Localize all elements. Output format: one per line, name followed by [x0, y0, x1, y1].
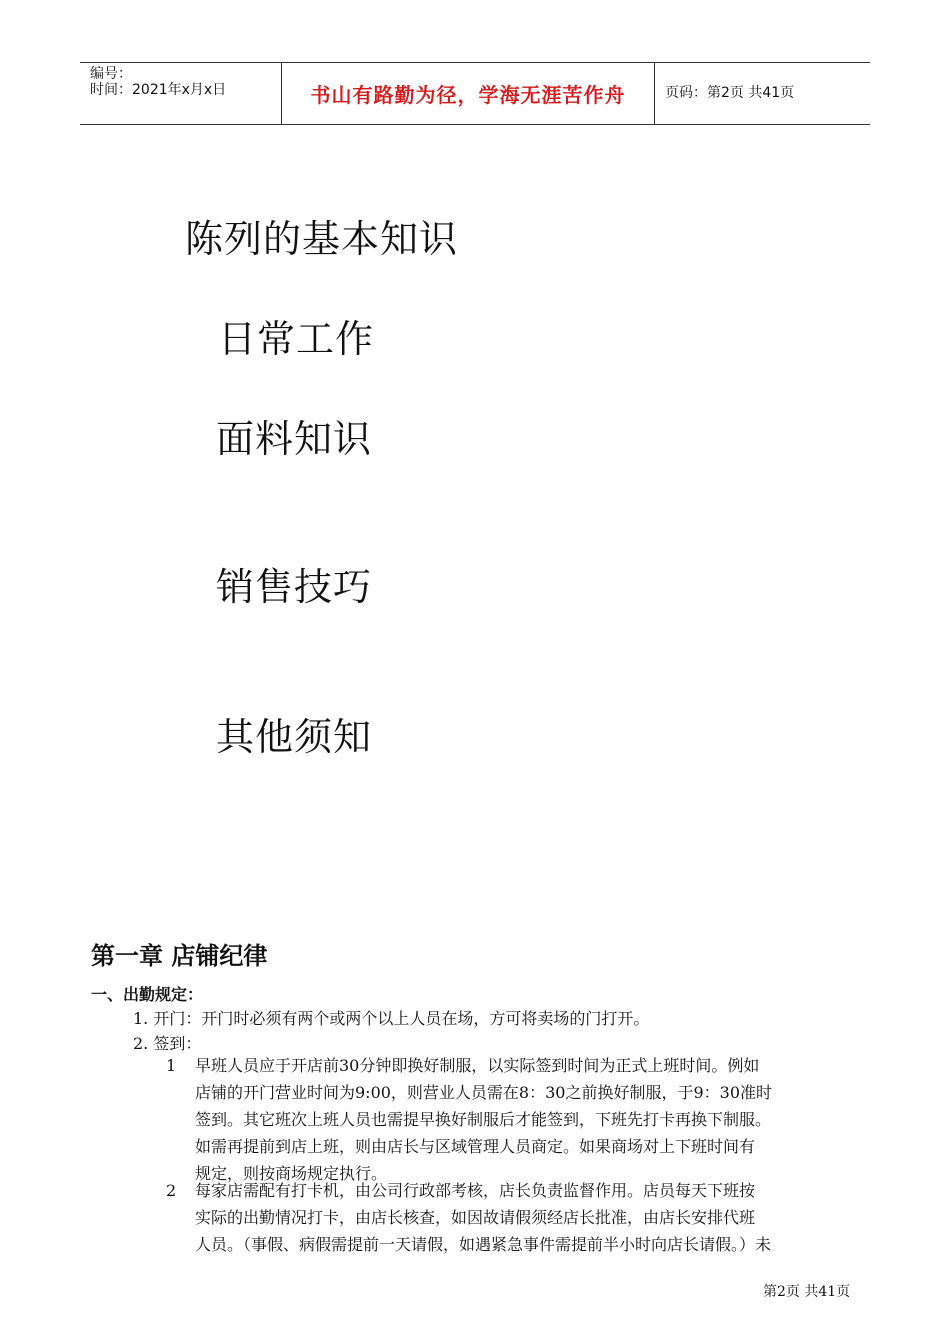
paragraph-number: 2	[166, 1181, 177, 1200]
page-header	[80, 62, 870, 125]
paragraph-line: 人员。（事假、病假需提前一天请假，如遇紧急事件需提前半小时向店长请假。）未	[195, 1235, 772, 1254]
number-label: 编号：	[90, 66, 132, 82]
paragraph-line: 实际的出勤情况打卡，由店长核查，如因故请假须经店长批准，由店长安排代班	[195, 1208, 756, 1227]
page-label: 页码：第2页 共41页	[665, 85, 795, 101]
toc-item-daily-work: 日常工作	[218, 317, 375, 361]
paragraph-line: 签到。其它班次上班人员也需提早换好制服后才能签到，下班先打卡再换下制服。	[195, 1110, 772, 1129]
list-item-open-door: 1. 开门：开门时必须有两个或两个以上人员在场，方可将卖场的门打开。	[133, 1009, 650, 1028]
paragraph-line: 店铺的开门营业时间为9:00，则营业人员需在8：30之前换好制服，于9：30准时	[195, 1083, 773, 1102]
toc-item-other: 其他须知	[216, 715, 373, 759]
paragraph-line: 规定，则按商场规定执行。	[195, 1164, 388, 1183]
list-item-sign-in: 2. 签到：	[133, 1034, 202, 1053]
paragraph-number: 1	[166, 1056, 177, 1075]
toc-item-sales: 销售技巧	[216, 565, 373, 609]
paragraph-clock-in	[195, 1177, 863, 1258]
toc-item-display: 陈列的基本知识	[185, 217, 459, 261]
motto: 书山有路勤为径，学海无涯苦作舟	[310, 83, 626, 107]
header-motto-cell	[282, 63, 655, 124]
toc-item-fabric: 面料知识	[216, 417, 373, 461]
paragraph-line: 每家店需配有打卡机，由公司行政部考核，店长负责监督作用。店员每天下班按	[195, 1181, 756, 1200]
footer-page-number: 第2页 共41页	[763, 1284, 851, 1300]
paragraph-early-shift	[195, 1052, 863, 1187]
time-label: 时间：2021年x月x日	[90, 82, 227, 98]
header-page-cell	[655, 63, 870, 124]
chapter-title: 第一章 店铺纪律	[91, 942, 268, 970]
header-meta-cell	[80, 63, 282, 124]
paragraph-line: 早班人员应于开店前30分钟即换好制服，以实际签到时间为正式上班时间。例如	[195, 1056, 760, 1075]
section-title: 一、出勤规定：	[91, 985, 204, 1004]
paragraph-line: 如需再提前到店上班，则由店长与区域管理人员商定。如果商场对上下班时间有	[195, 1137, 756, 1156]
